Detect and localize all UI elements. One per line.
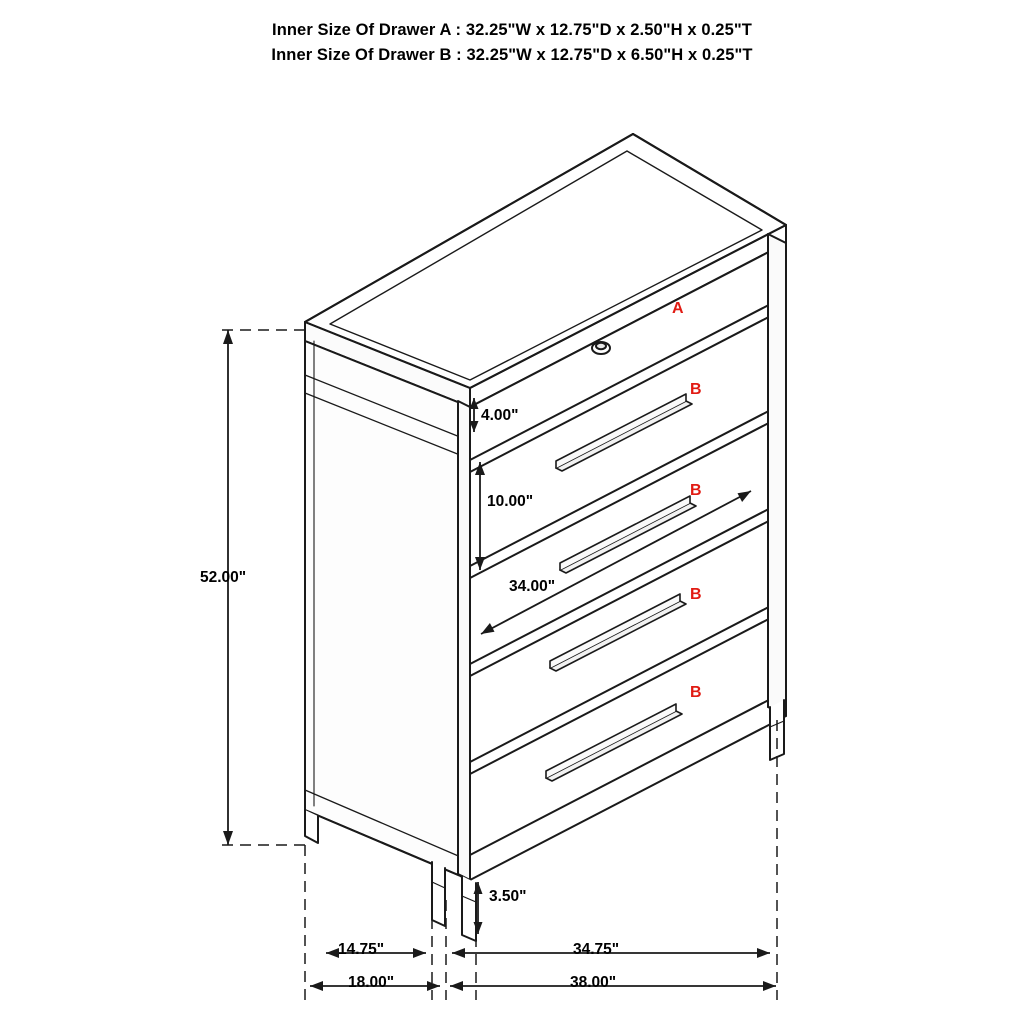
dim-label-side-depth: 14.75" [338,941,385,958]
dim-label-front-width: 34.75" [573,941,620,958]
drawer-a-spec: Inner Size Of Drawer A : 32.25"W x 12.75"D x 2.50"H x 0.25"T [272,21,752,39]
dim-label-drawer-height: 10.00" [487,493,534,510]
dim-label-leg-height: 3.50" [489,888,527,905]
dim-label-top-drawer-height: 4.00" [481,407,519,424]
drawer-callout-b-4: B [690,684,702,701]
drawer-b-spec: Inner Size Of Drawer B : 32.25"W x 12.75"D x 6.50"H x 0.25"T [271,46,753,64]
drawer-callout-b-1: B [690,381,702,398]
dim-label-overall-width: 38.00" [570,974,617,991]
dim-label-overall-height: 52.00" [200,569,247,586]
drawer-callout-b-2: B [690,482,702,499]
drawer-callout-b-3: B [690,586,702,603]
left-side-panel [305,341,470,880]
dim-label-overall-depth: 18.00" [348,974,395,991]
drawer-knob [592,342,610,354]
dim-label-depth-diagonal: 34.00" [509,578,556,595]
drawer-callout-a: A [672,300,684,317]
dim-overall-height [222,330,310,845]
